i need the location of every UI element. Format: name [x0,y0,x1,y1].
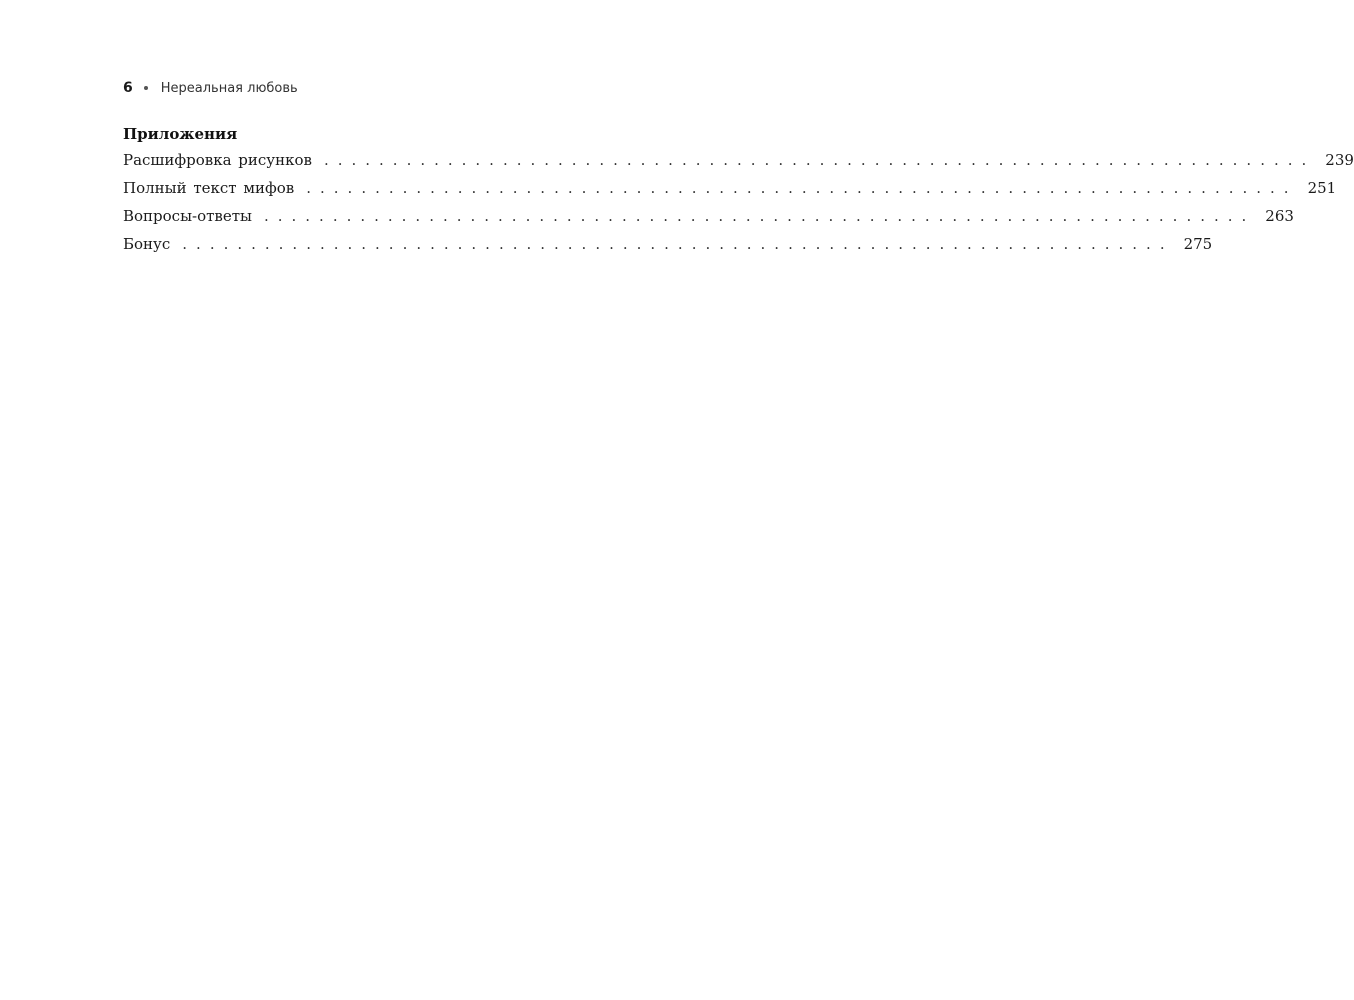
toc-section-heading: Приложения [123,125,238,143]
toc-entry-page: 275 [1183,235,1213,253]
bullet-separator-icon [144,86,148,90]
dot-leader: ........................................................................ [323,151,1316,169]
dot-leader: ........................................................................ [263,207,1256,225]
toc-entry-page: 239 [1325,151,1354,169]
toc-entry [123,230,1213,258]
dot-leader: ........................................................................ [306,179,1298,197]
toc-entry-title: Вопросы-ответы [123,207,252,225]
table-of-contents [123,124,1354,258]
toc-entry-title: Бонус [123,235,171,253]
toc-entry-title: Полный текст мифов [123,179,295,197]
toc-entry [123,174,1337,202]
dot-leader: ........................................................................ [182,235,1174,253]
toc-entry-page: 251 [1307,179,1337,197]
toc-entry-page: 263 [1265,207,1294,225]
toc-entry-title: Расшифровка рисунков [123,151,312,169]
book-title: Нереальная любовь [160,80,298,96]
running-head [123,80,298,96]
toc-list [123,146,1354,258]
toc-entry [123,146,1354,174]
toc-entry [123,202,1294,230]
page-number: 6 [123,80,133,96]
